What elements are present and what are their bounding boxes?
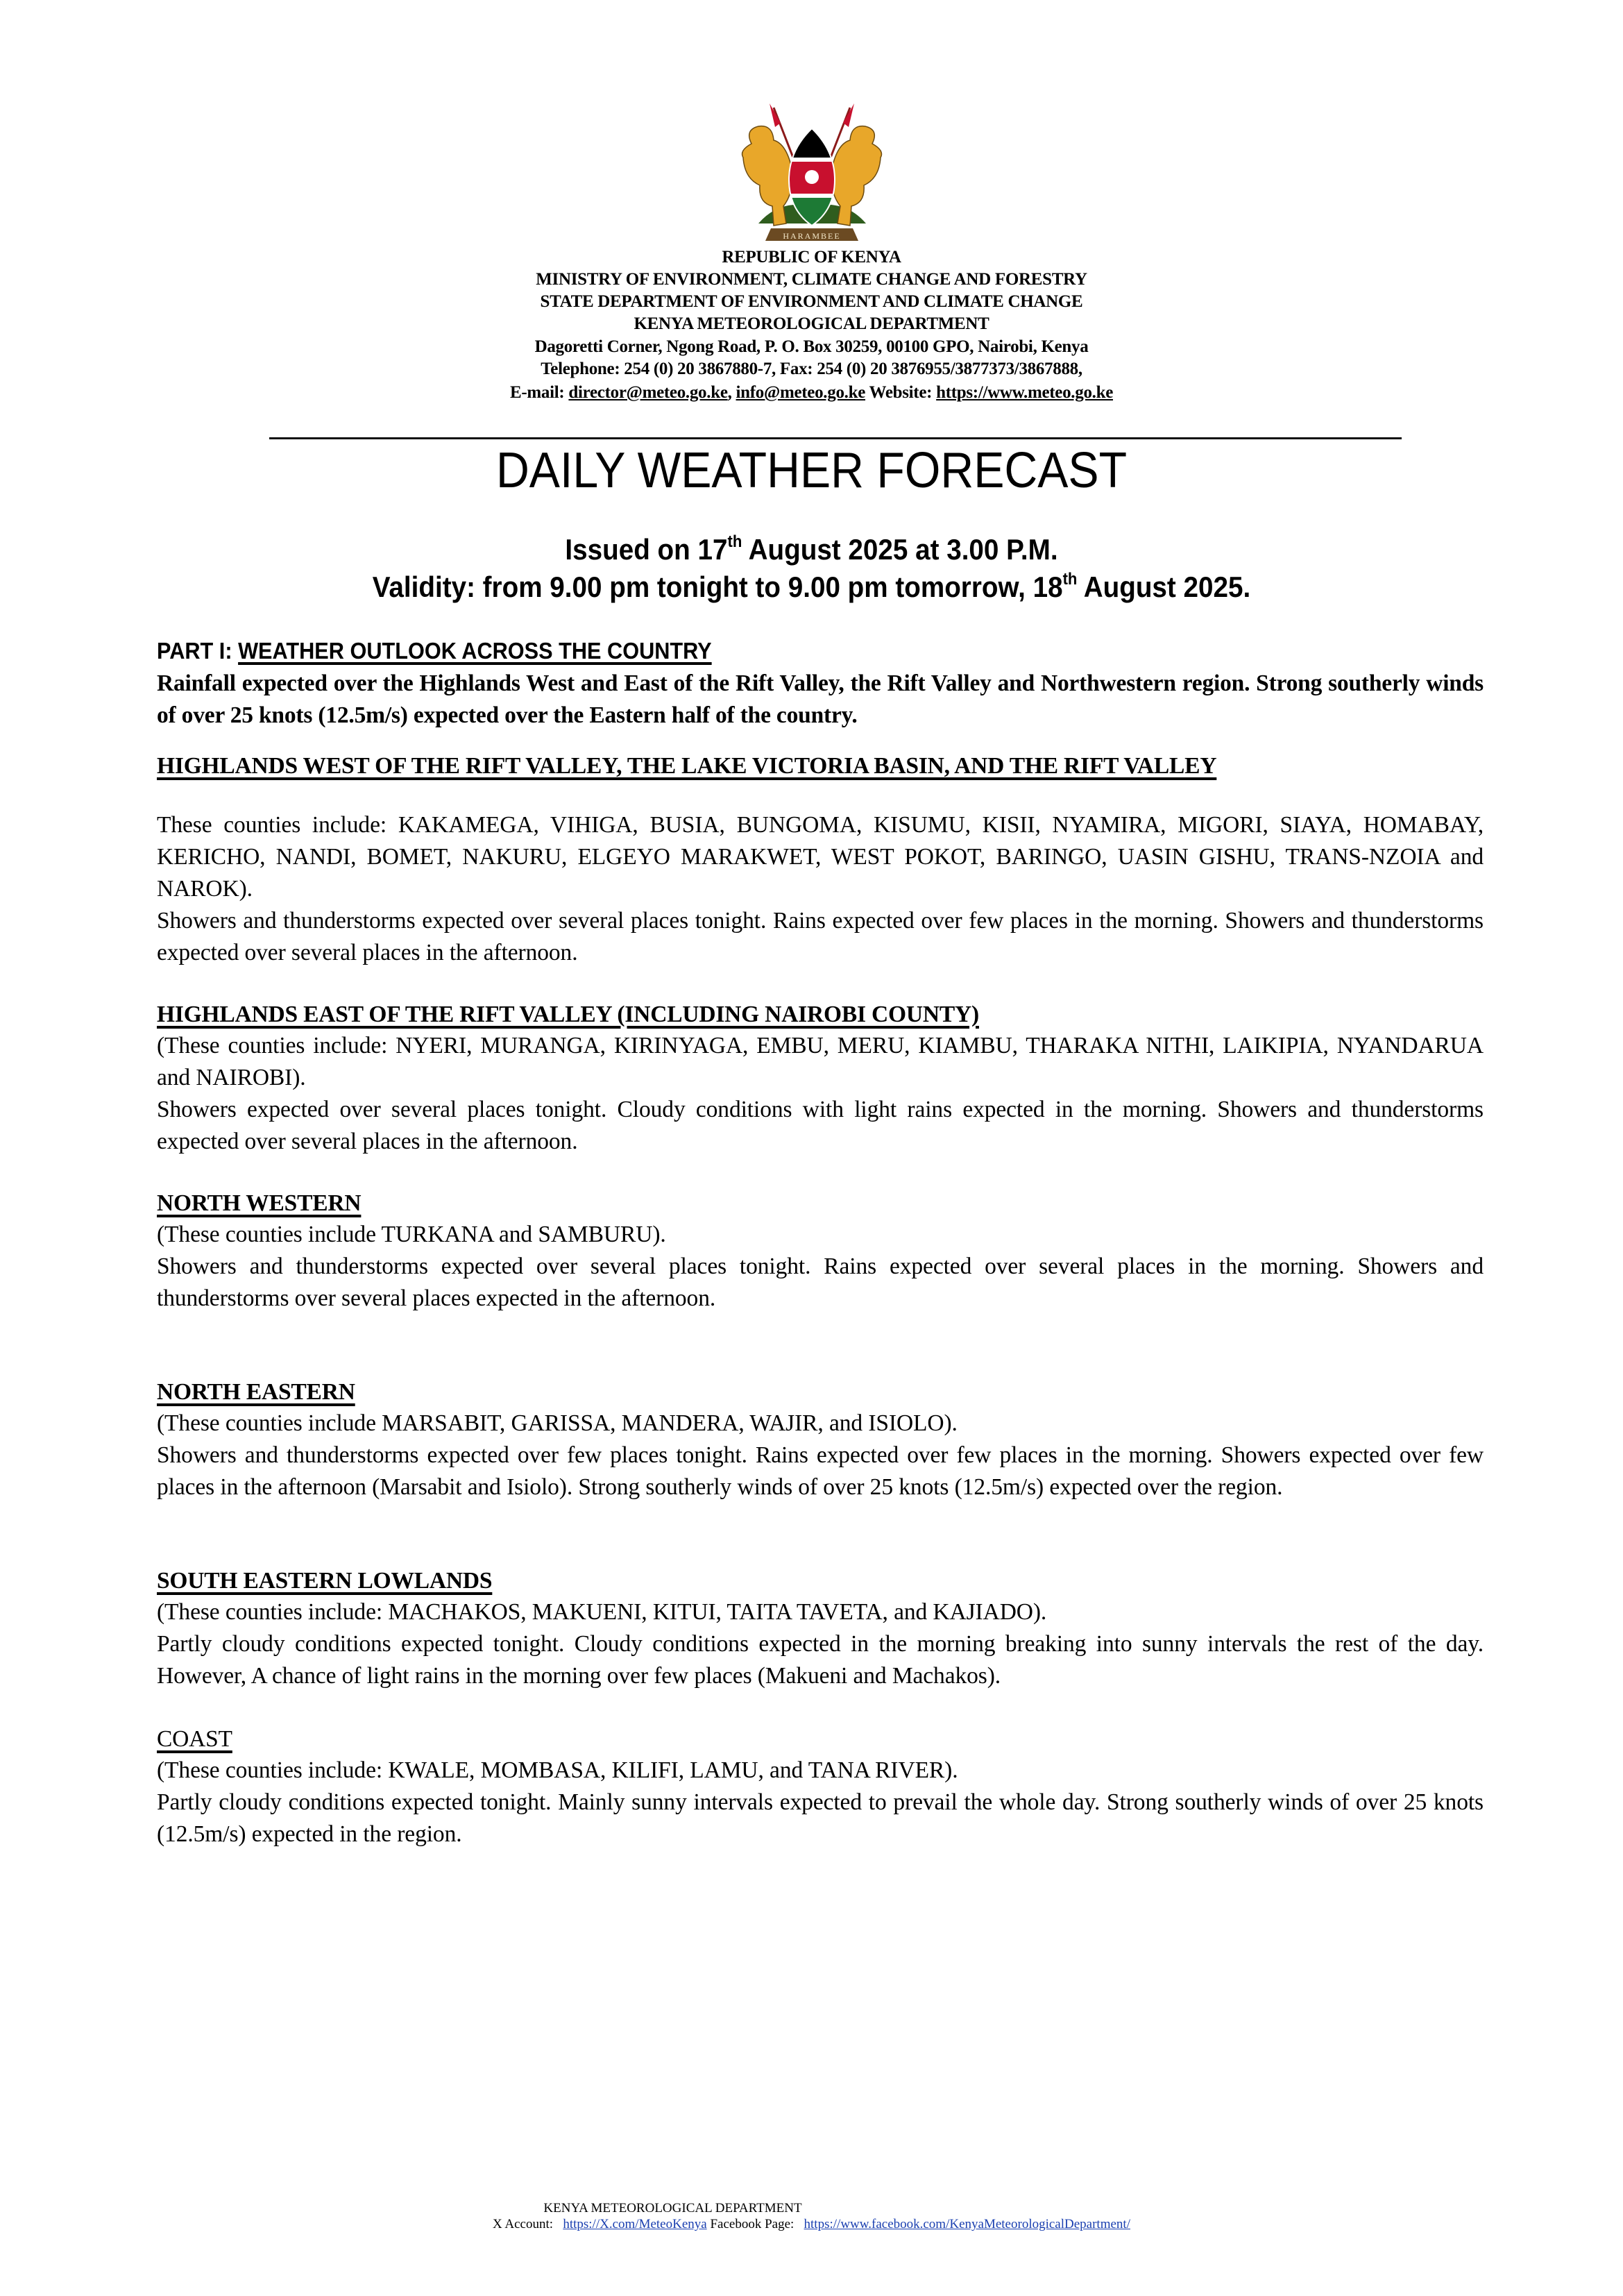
footer-social: X Account: https://X.com/MeteoKenya Facebook Page: https://www.facebook.com/KenyaMeteorologicalDepartment/ [492, 2217, 1130, 2231]
region-heading: HIGHLANDS EAST OF THE RIFT VALLEY (INCLUDING NAIROBI COUNTY) [157, 1002, 979, 1027]
region-north-eastern [157, 1377, 1484, 1503]
region-counties: (These counties include: MACHAKOS, MAKUENI, KITUI, TAITA TAVETA, and KAJIADO). [157, 1599, 1047, 1625]
letterhead-ministry: MINISTRY OF ENVIRONMENT, CLIMATE CHANGE AND FORESTRY [536, 270, 1087, 289]
region-coast [157, 1724, 1484, 1850]
kenya-coat-of-arms-icon [731, 102, 893, 244]
region-forecast: Partly cloudy conditions expected tonight. Cloudy conditions expected in the morning breaking into sunny intervals the rest of the day. However, A chance of light rains in the morning over few places (Makueni and Machakos). [157, 1631, 1484, 1689]
region-forecast: Showers expected over several places tonight. Cloudy conditions with light rains expected in the morning. Showers and thunderstorms expected over several places in the afternoon. [157, 1097, 1484, 1154]
forecast-body [157, 637, 1484, 1850]
x-account-link[interactable]: https://X.com/MeteoKenya [563, 2217, 707, 2231]
region-highlands-west [157, 751, 1484, 969]
region-heading: NORTH WESTERN [157, 1190, 362, 1216]
region-counties: (These counties include: NYERI, MURANGA, KIRINYAGA, EMBU, MERU, KIAMBU, THARAKA NITHI, LAIKIPIA, NYANDARUA and NAIROBI). [157, 1033, 1484, 1090]
region-north-western [157, 1188, 1484, 1315]
website-link[interactable]: https://www.meteo.go.ke [936, 383, 1113, 402]
region-highlands-east [157, 999, 1484, 1158]
email-director-link[interactable]: director@meteo.go.ke [568, 383, 728, 402]
document-title: DAILY WEATHER FORECAST [495, 443, 1128, 498]
validity-period: Validity: from 9.00 pm tonight to 9.00 pm tomorrow, 18th August 2025. [372, 570, 1251, 603]
region-heading: HIGHLANDS WEST OF THE RIFT VALLEY, THE LAKE VICTORIA BASIN, AND THE RIFT VALLEY [157, 753, 1217, 779]
part-1-heading: PART I: WEATHER OUTLOOK ACROSS THE COUNTRY [157, 638, 712, 664]
region-counties: (These counties include MARSABIT, GARISSA, MANDERA, WAJIR, and ISIOLO). [157, 1410, 958, 1436]
region-forecast: Showers and thunderstorms expected over few places tonight. Rains expected over few places in the morning. Showers expected over few places in the afternoon (Marsabit and Isiolo). Strong southerly winds of over 25 knots (12.5m/s) expected over the region. [157, 1442, 1484, 1500]
letterhead-department: KENYA METEOROLOGICAL DEPARTMENT [634, 314, 989, 333]
region-counties: (These counties include: KWALE, MOMBASA, KILIFI, LAMU, and TANA RIVER). [157, 1757, 958, 1783]
letterhead-contacts: E-mail: director@meteo.go.ke, info@meteo.go.ke Website: https://www.meteo.go.ke [510, 383, 1113, 402]
footer-org: KENYA METEOROLOGICAL DEPARTMENT [543, 2201, 802, 2215]
region-south-eastern-lowlands [157, 1566, 1484, 1692]
letterhead-phone-fax: Telephone: 254 (0) 20 3867880-7, Fax: 254 (0) 20 3876955/3877373/3867888, [541, 360, 1082, 378]
region-counties: These counties include: KAKAMEGA, VIHIGA, BUSIA, BUNGOMA, KISUMU, KISII, NYAMIRA, MIGORI, SIAYA, HOMABAY, KERICHO, NANDI, BOMET, NAKURU, ELGEYO MARAKWET, WEST POKOT, BARINGO, UASIN GISHU, TRANS-NZOIA and NAROK). [157, 812, 1484, 902]
facebook-page-link[interactable]: https://www.facebook.com/KenyaMeteorologicalDepartment/ [804, 2217, 1130, 2231]
region-forecast: Partly cloudy conditions expected tonight. Mainly sunny intervals expected to prevail the whole day. Strong southerly winds of over 25 knots (12.5m/s) expected in the region. [157, 1789, 1484, 1847]
svg-text:HARAMBEE: HARAMBEE [783, 231, 841, 241]
email-info-link[interactable]: info@meteo.go.ke [736, 383, 866, 402]
letterhead-state-department: STATE DEPARTMENT OF ENVIRONMENT AND CLIMATE CHANGE [540, 292, 1083, 311]
country-outlook-summary: Rainfall expected over the Highlands West and East of the Rift Valley, the Rift Valley and Northwestern region. Strong southerly winds of over 25 knots (12.5m/s) expected over the Eastern half of the country. [157, 670, 1484, 728]
issued-date: Issued on 17th August 2025 at 3.00 P.M. [565, 532, 1058, 566]
region-heading: NORTH EASTERN [157, 1379, 355, 1405]
region-forecast: Showers and thunderstorms expected over several places tonight. Rains expected over several places in the morning. Showers and thunderstorms over several places expected in the afternoon. [157, 1253, 1484, 1311]
region-counties: (These counties include TURKANA and SAMBURU). [157, 1222, 666, 1247]
letterhead-country: REPUBLIC OF KENYA [722, 248, 901, 267]
region-heading: COAST [157, 1726, 232, 1752]
region-forecast: Showers and thunderstorms expected over several places tonight. Rains expected over few places in the morning. Showers and thunderstorms expected over several places in the afternoon. [157, 908, 1484, 965]
region-heading: SOUTH EASTERN LOWLANDS [157, 1568, 493, 1594]
letterhead-address: Dagoretti Corner, Ngong Road, P. O. Box 30259, 00100 GPO, Nairobi, Kenya [534, 337, 1089, 356]
